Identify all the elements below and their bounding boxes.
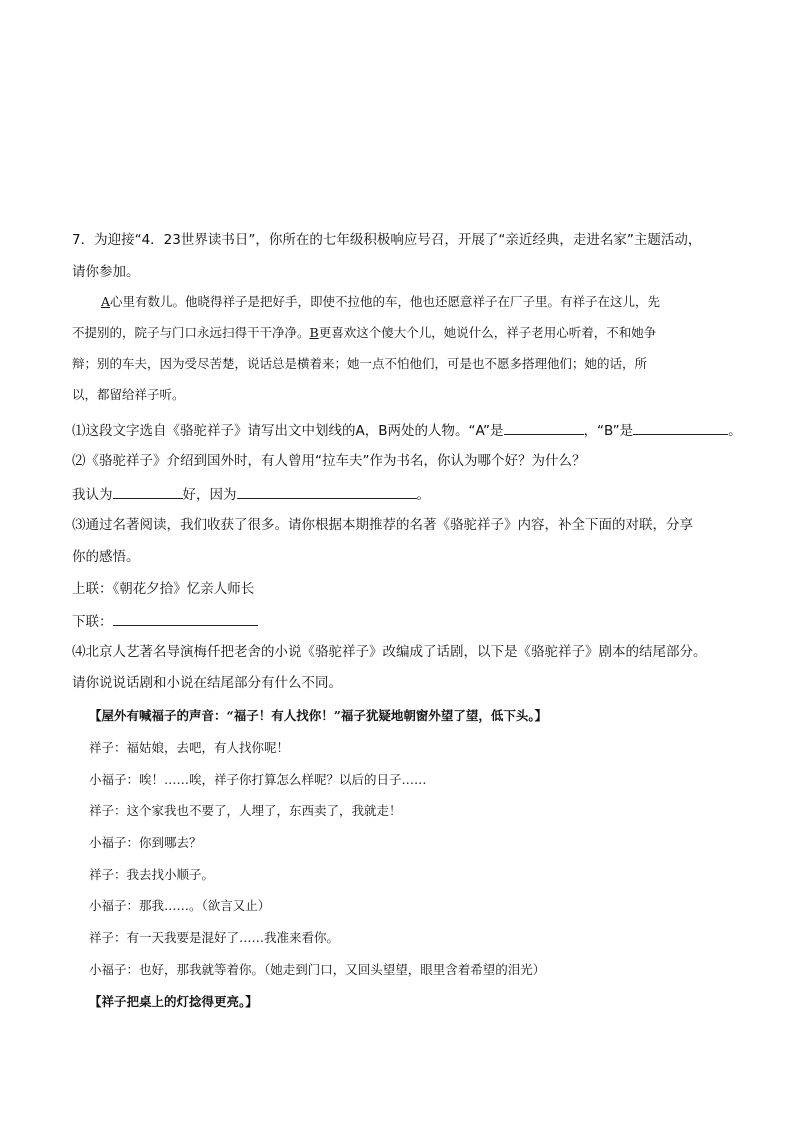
script-line: 小福子：你到哪去？ xyxy=(89,835,202,850)
script-line: 小福子：也好，那我就等着你。（她走到门口，又回头望望，眼里含着希望的泪光） xyxy=(89,962,546,977)
subquestion-2-mid: 好，因为 xyxy=(182,487,237,503)
script-line: 小福子：唉！……唉，祥子你打算怎么样呢？以后的日子…… xyxy=(89,772,427,787)
script-line: 小福子：那我……。（欲言又止） xyxy=(89,898,271,913)
subquestion-1 xyxy=(72,419,742,441)
answer-blank-a[interactable] xyxy=(504,419,584,435)
script-line: 祥子：我去找小顺子。 xyxy=(89,867,215,882)
subquestion-4-line-2: 请你说说话剧和小说在结尾部分有什么不同。 xyxy=(72,675,342,691)
subquestion-1-end: 。 xyxy=(728,423,742,439)
subquestion-1-pre: ⑴这段文字选自《骆驼祥子》请写出文中划线的A，B两处的人物。“A”是 xyxy=(72,423,504,439)
subquestion-4-line-1: ⑷北京人艺著名导演梅仟把老舍的小说《骆驼祥子》改编成了话剧，以下是《骆驼祥子》剧本的结尾部分。 xyxy=(72,644,707,660)
couplet-lower-label: 下联： xyxy=(72,614,113,630)
passage-line-1 xyxy=(101,292,660,312)
script-stage-direction-end: 【祥子把桌上的灯捻得更亮。】 xyxy=(89,994,258,1009)
script-line: 祥子：这个家我也不要了，人埋了，东西卖了，我就走！ xyxy=(89,803,402,818)
passage-line-2-pre: 不提别的，院子与门口永远扫得干干净净。 xyxy=(72,325,310,340)
passage-mark-b: B xyxy=(309,325,319,340)
question-7-title-line-1: 7．为迎接“4．23世界读书日”，你所在的七年级积极响应号召，开展了“亲近经典，走进名家”主题活动， xyxy=(72,232,702,248)
subquestion-1-mid: ，“B”是 xyxy=(583,423,634,439)
script-stage-direction-start: 【屋外有喊福子的声音：“福子！有人找你！”福子犹疑地朝窗外望了望，低下头。】 xyxy=(89,708,548,723)
script-line: 祥子：福姑娘，去吧，有人找你呢！ xyxy=(89,740,290,755)
subquestion-3-line-1: ⑶通过名著阅读，我们收获了很多。请你根据本期推荐的名著《骆驼祥子》内容，补全下面的对联，分享 xyxy=(72,517,693,533)
passage-line-1-text: 心里有数儿。他晓得祥子是把好手，即使不拉他的车，他也还愿意祥子在厂子里。有祥子在这儿，先 xyxy=(110,294,661,309)
passage-line-4: 以，都留给祥子听。 xyxy=(72,387,185,402)
subquestion-2-pre: 我认为 xyxy=(72,487,113,503)
couplet-lower xyxy=(72,610,258,632)
subquestion-3-line-2: 你的感悟。 xyxy=(72,549,140,565)
answer-blank-choice[interactable] xyxy=(113,483,183,499)
passage-line-2-post: 更喜欢这个傻大个儿，她说什么，祥子老用心听着，不和她争 xyxy=(318,325,657,340)
subquestion-2-end: 。 xyxy=(416,487,430,503)
passage-line-2 xyxy=(72,323,656,343)
question-7-title-line-2: 请你参加。 xyxy=(72,264,140,280)
subquestion-2-answer-line xyxy=(72,483,430,505)
answer-blank-b[interactable] xyxy=(633,419,728,435)
script-line: 祥子：有一天我要是混好了……我准来看你。 xyxy=(89,930,340,945)
couplet-upper: 上联：《朝花夕拾》忆亲人师长 xyxy=(72,581,255,597)
passage-line-3: 辩；别的车夫，因为受尽苦楚，说话总是横着来；她一点不怕他们，可是也不愿多搭理他们；她的话，所 xyxy=(72,356,648,371)
passage-mark-a: A xyxy=(101,294,111,309)
subquestion-2-line-1: ⑵《骆驼祥子》介绍到国外时，有人曾用“拉车夫”作为书名，你认为哪个好？为什么？ xyxy=(72,453,586,469)
answer-blank-couplet[interactable] xyxy=(113,610,258,626)
answer-blank-reason[interactable] xyxy=(237,483,417,499)
